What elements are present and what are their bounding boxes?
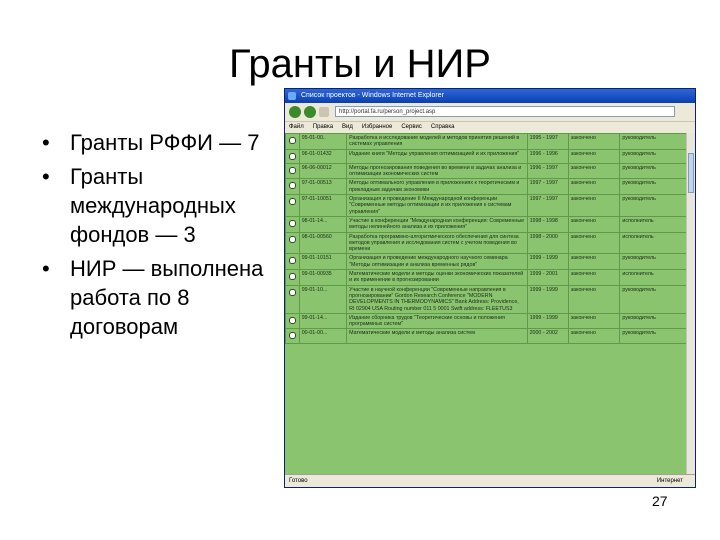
ie-logo-icon: [288, 92, 296, 100]
project-years: 1999 - 2001: [527, 270, 568, 286]
project-title: Математические модели и методы оценки экономических показателей и их применение в прогнозировании: [347, 270, 527, 286]
project-title: Математические модели и методы анализа систем: [347, 329, 527, 343]
project-status: закончено: [568, 329, 620, 343]
project-status: закончено: [568, 149, 620, 163]
project-status: закончено: [568, 216, 620, 232]
menu-item[interactable]: Сервис: [401, 124, 422, 130]
project-title: Разработка программно-алгоритмического обеспечения для синтеза методов управления и исследования систем с учетом поведения во времени: [347, 232, 527, 254]
project-id: 95-01-00..: [299, 134, 346, 150]
radio-icon[interactable]: [289, 273, 296, 280]
project-role: исполнитель: [620, 270, 689, 286]
project-title: Методы прогнозирования поведения во времени в задачах анализа и оптимизации экономических систем: [347, 163, 527, 179]
table-row: [286, 134, 689, 150]
project-id: 99-01-10151: [299, 254, 346, 270]
radio-icon[interactable]: [289, 137, 296, 144]
project-status: закончено: [568, 163, 620, 179]
table-row: [286, 254, 689, 270]
bullet-item: [40, 254, 280, 341]
table-row: [286, 163, 689, 179]
table-row: [286, 270, 689, 286]
radio-icon[interactable]: [289, 167, 296, 174]
bullet-text: НИР — выполнена работа по 8 договорам: [70, 256, 264, 339]
menu-item[interactable]: Файл: [289, 124, 304, 130]
project-title: Организация и проведение международного научного семинара "Методы оптимизации и анализа временных рядов": [347, 254, 527, 270]
bullet-icon: •: [42, 256, 50, 281]
table-row: [286, 149, 689, 163]
project-status: закончено: [568, 232, 620, 254]
project-title: Издание сборника трудов "Теоретические основы и положения программных систем": [347, 313, 527, 329]
project-id: 98-01-00560: [299, 232, 346, 254]
project-years: 1996 - 1996: [527, 149, 568, 163]
radio-icon[interactable]: [289, 198, 296, 205]
table-row: [286, 179, 689, 195]
radio-icon[interactable]: [289, 220, 296, 227]
project-years: 1999 - 1999: [527, 254, 568, 270]
row-select-radio[interactable]: [286, 232, 300, 254]
project-role: исполнитель: [620, 232, 689, 254]
row-select-radio[interactable]: [286, 313, 300, 329]
menu-item[interactable]: Правка: [312, 124, 334, 130]
project-id: 96-01-01432: [299, 149, 346, 163]
project-years: 1999 - 1999: [527, 313, 568, 329]
project-id: 99-01-00935: [299, 270, 346, 286]
scrollbar-thumb[interactable]: [688, 153, 694, 193]
project-status: закончено: [568, 285, 620, 313]
bullet-list: [40, 128, 280, 346]
row-select-radio[interactable]: [286, 179, 300, 195]
project-years: 2000 - 2002: [527, 329, 568, 343]
browser-toolbar: [285, 103, 695, 122]
project-id: 97-01-10051: [299, 195, 346, 217]
address-bar[interactable]: http://portal.fa.ru/person_project.asp: [335, 106, 675, 117]
project-id: 98-01-14...: [299, 216, 346, 232]
project-status: закончено: [568, 270, 620, 286]
menu-item[interactable]: Избранное: [361, 124, 393, 130]
table-row: [286, 313, 689, 329]
table-row: [286, 216, 689, 232]
project-role: руководитель: [620, 195, 689, 217]
project-role: руководитель: [620, 313, 689, 329]
status-zone: Интернет: [656, 478, 683, 484]
bullet-icon: •: [42, 130, 50, 155]
project-role: руководитель: [620, 179, 689, 195]
project-title: Издание книги "Методы управления оптимизацией и их приложения": [347, 149, 527, 163]
bullet-item: [40, 128, 280, 157]
radio-icon[interactable]: [289, 257, 296, 264]
radio-icon[interactable]: [289, 317, 296, 324]
forward-icon[interactable]: [304, 106, 316, 118]
project-years: 1997 - 1997: [527, 179, 568, 195]
project-title: Разработка и исследование моделей и методов принятия решений в системах управления: [347, 134, 527, 150]
project-years: 1995 - 1997: [527, 134, 568, 150]
row-select-radio[interactable]: [286, 195, 300, 217]
row-select-radio[interactable]: [286, 254, 300, 270]
project-years: 1996 - 1997: [527, 163, 568, 179]
project-role: руководитель: [620, 254, 689, 270]
project-id: 99-01-10...: [299, 285, 346, 313]
project-role: руководитель: [620, 134, 689, 150]
radio-icon[interactable]: [289, 236, 296, 243]
browser-screenshot: [284, 88, 696, 488]
row-select-radio[interactable]: [286, 270, 300, 286]
project-status: закончено: [568, 195, 620, 217]
row-select-radio[interactable]: [286, 163, 300, 179]
projects-table: [285, 133, 689, 344]
project-status: закончено: [568, 313, 620, 329]
project-status: закончено: [568, 134, 620, 150]
project-role: руководитель: [620, 163, 689, 179]
project-title: Организация и проведение II Международной конференции "Современные методы оптимизации и их приложения к системам управления": [347, 195, 527, 217]
row-select-radio[interactable]: [286, 134, 300, 150]
status-text: Готово: [289, 478, 308, 484]
table-row: [286, 195, 689, 217]
page-number: 27: [652, 493, 668, 509]
project-status: закончено: [568, 179, 620, 195]
page-icon: [319, 107, 329, 117]
radio-icon[interactable]: [289, 289, 296, 296]
status-bar: [285, 474, 695, 487]
project-status: закончено: [568, 254, 620, 270]
project-id: 96-06-00012: [299, 163, 346, 179]
vertical-scrollbar[interactable]: [686, 133, 695, 477]
bullet-item: [40, 162, 280, 249]
slide-title: Гранты и НИР: [229, 42, 491, 86]
radio-icon[interactable]: [289, 182, 296, 189]
bullet-icon: •: [42, 164, 50, 189]
project-id: 97-01-00513: [299, 179, 346, 195]
project-role: руководитель: [620, 285, 689, 313]
project-title: Участие в научной конференции "Современные направления в прогнозировании" Gordon Research Conference "MODERN DEVELOPMENTS IN THERMODYNAMICS" Bank Address: Providence, RI 02904 USA Routing number 011 5 0001 Swift address: FLEETUS3: [347, 285, 527, 313]
bullet-text: Гранты РФФИ — 7: [70, 130, 260, 155]
project-role: исполнитель: [620, 216, 689, 232]
row-select-radio[interactable]: [286, 285, 300, 313]
project-title: Методы оптимального управления в приложениях к теоретическим и прикладным задачам экономики: [347, 179, 527, 195]
page-content: [285, 133, 689, 477]
project-years: 1997 - 1997: [527, 195, 568, 217]
table-row: [286, 329, 689, 343]
menu-item[interactable]: Вид: [342, 124, 353, 130]
project-role: руководитель: [620, 329, 689, 343]
radio-icon[interactable]: [289, 153, 296, 160]
browser-title-bar: [285, 89, 695, 103]
project-years: 1998 - 1998: [527, 216, 568, 232]
project-role: руководитель: [620, 149, 689, 163]
menu-item[interactable]: Справка: [430, 124, 455, 130]
row-select-radio[interactable]: [286, 216, 300, 232]
row-select-radio[interactable]: [286, 149, 300, 163]
table-row: [286, 285, 689, 313]
project-id: 99-01-14...: [299, 313, 346, 329]
back-icon[interactable]: [289, 106, 301, 118]
project-years: 1999 - 1999: [527, 285, 568, 313]
browser-window-title: Список проектов - Windows Internet Explorer: [301, 92, 444, 99]
bullet-text: Гранты международных фондов — 3: [70, 164, 236, 247]
row-select-radio[interactable]: [286, 329, 300, 343]
project-title: Участие в конференции "Международная конференция: Современные методы нелинейного анализа и их приложения": [347, 216, 527, 232]
table-row: [286, 232, 689, 254]
radio-icon[interactable]: [289, 332, 296, 339]
project-id: 00-01-00...: [299, 329, 346, 343]
project-years: 1998 - 2000: [527, 232, 568, 254]
